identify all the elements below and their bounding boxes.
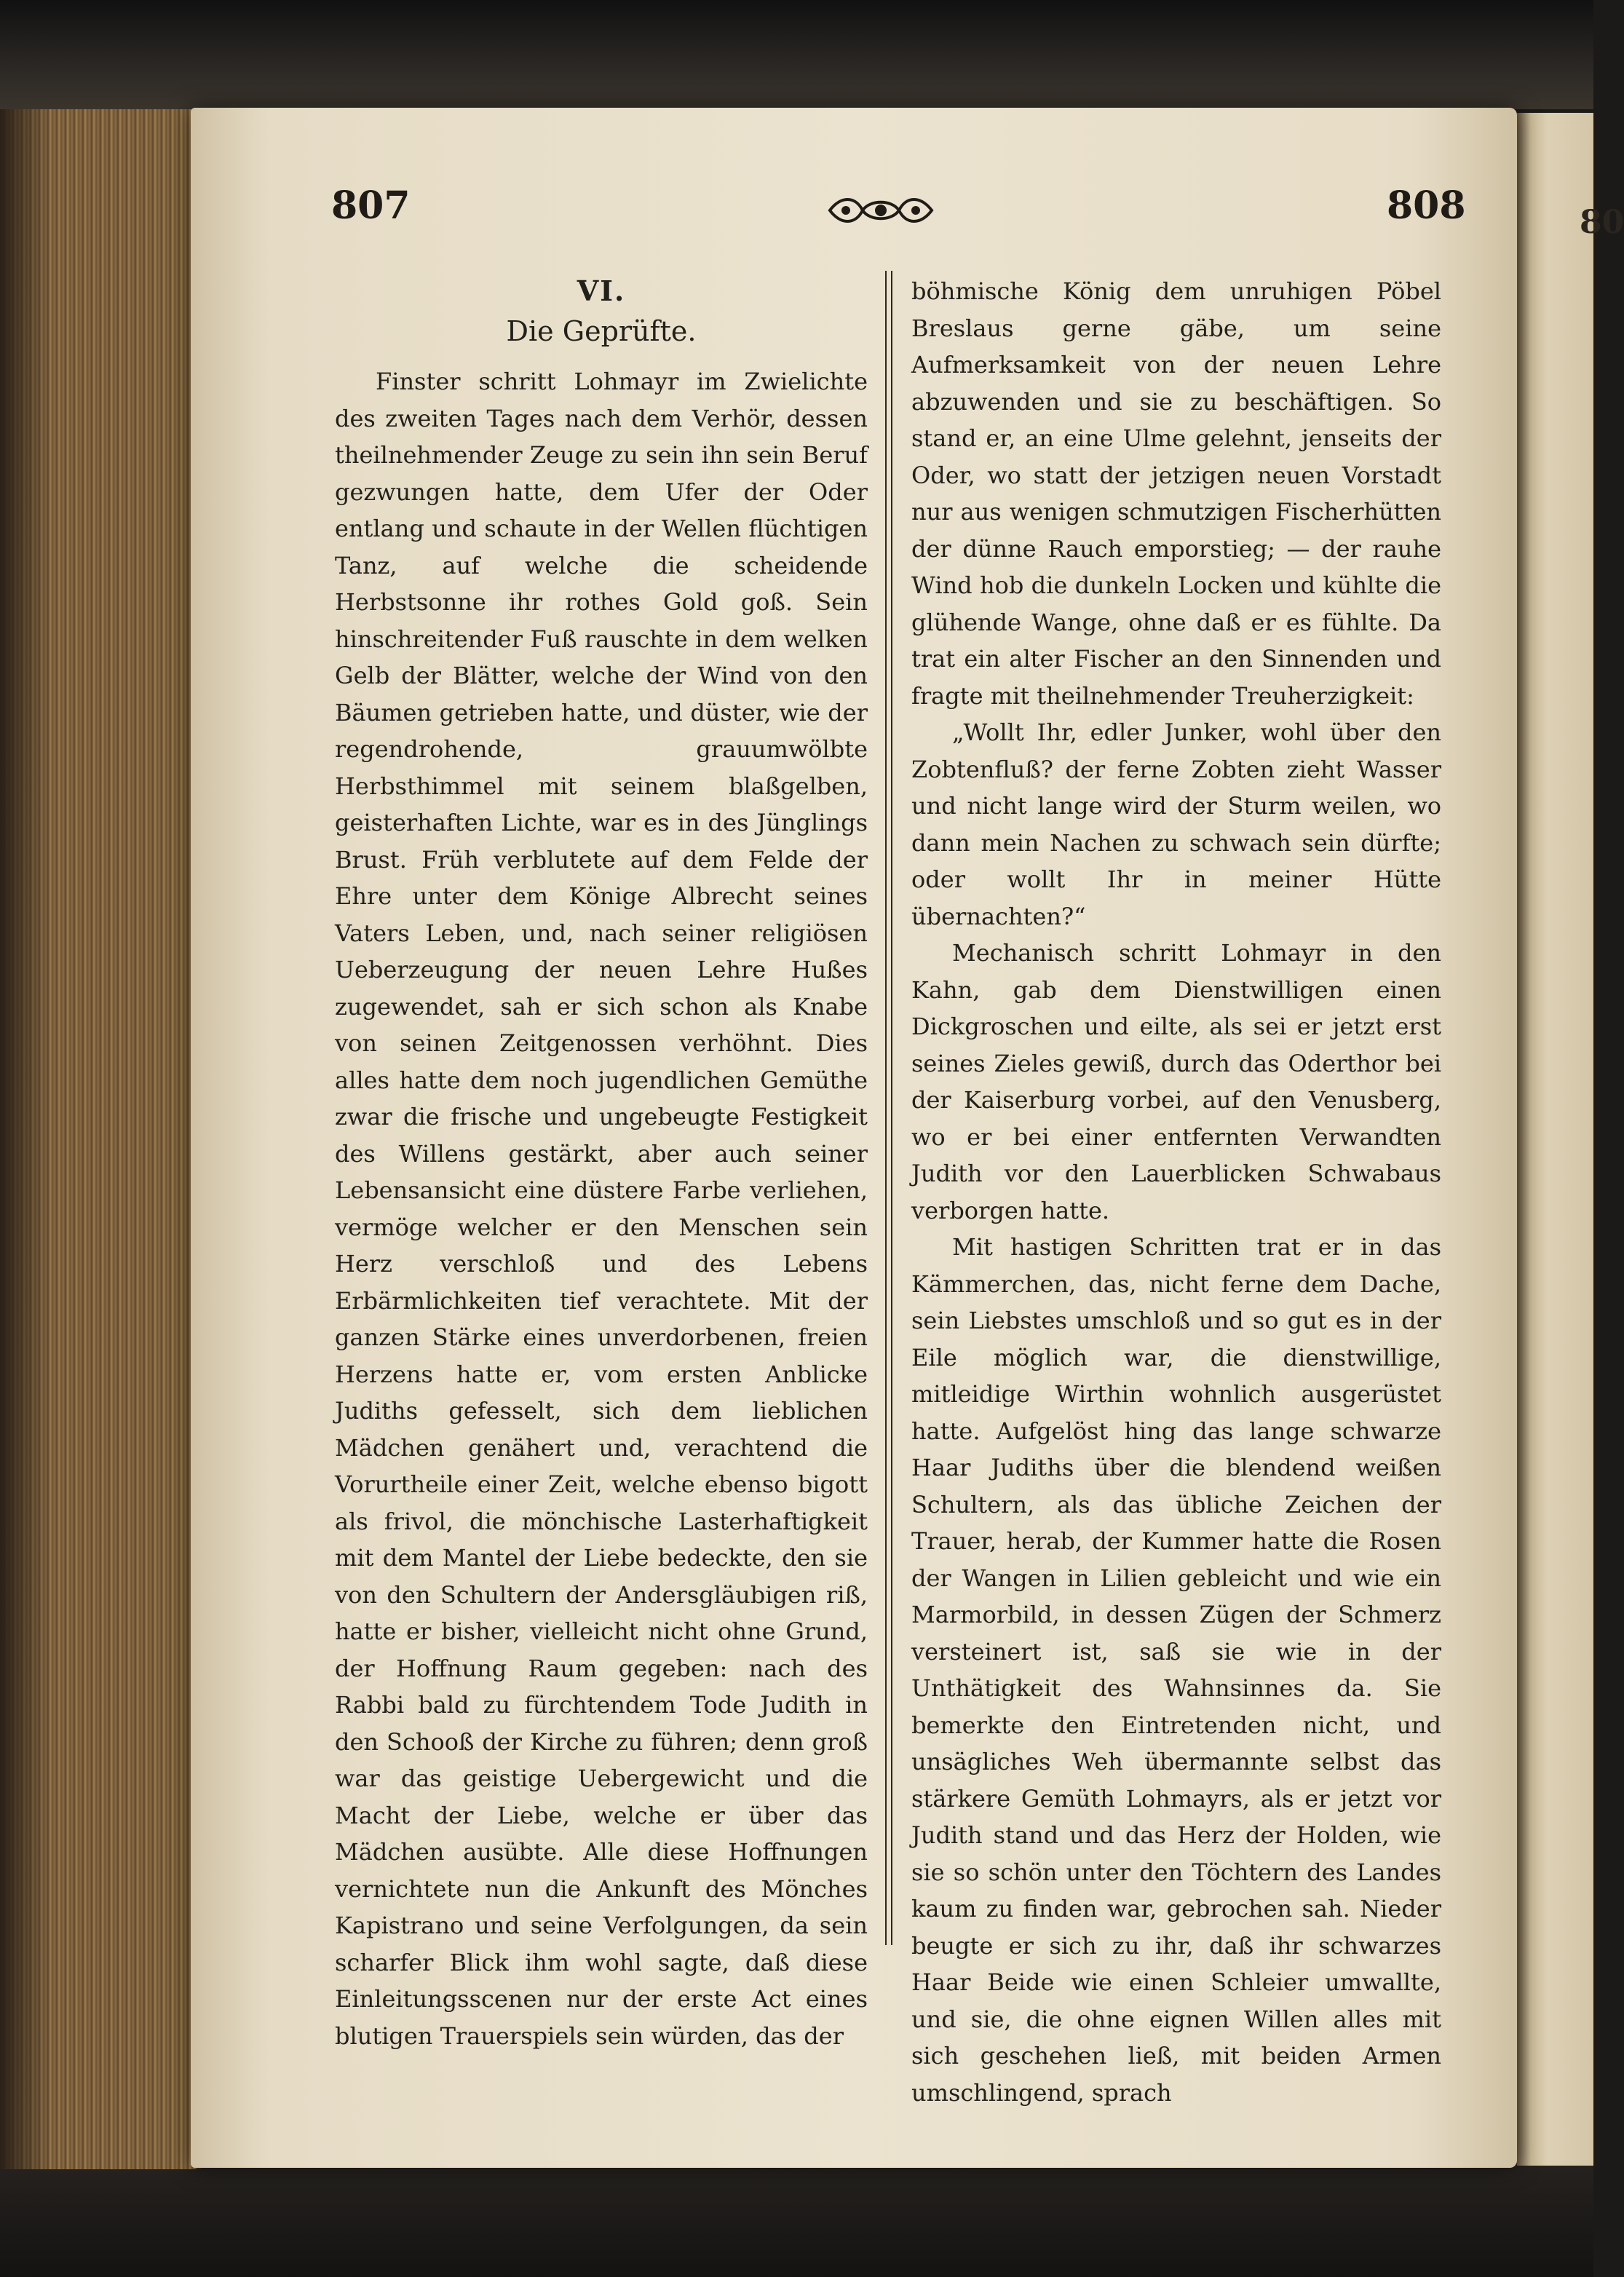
adjacent-page [1517, 113, 1593, 2166]
background-top [0, 0, 1593, 109]
paragraph: „Wollt Ihr, edler Junker, wohl über den Zobtenfluß? der ferne Zobten zieht Wasser und nicht lange wird der Sturm weilen, wo dann mein Nachen zu schwach sein dürfte; oder wollt Ihr in meiner Hütte übernachten?“ [911, 718, 1441, 930]
chapter-title: Die Geprüfte. [506, 315, 697, 347]
paragraph: böhmische König dem unruhigen Pöbel Breslaus gerne gäbe, um seine Aufmerksamkeit von der neuen Lehre abzuwenden und sie zu beschäftigen. So stand er, an eine Ulme gelehnt, jenseits der Oder, wo statt der jetzigen neuen Vorstadt nur aus wenigen schmutzigen Fischerhütten der dünne Rauch emporstieg; — der rauhe Wind hob die dunkeln Locken und kühlte die glühende Wange, ohne daß er es fühlte. Da trat ein alter Fischer an den Sinnenden und fragte mit theilnehmender Treuherzigkeit: [911, 277, 1441, 710]
page-number-left: 807 [331, 183, 411, 228]
header-ornament-icon [823, 192, 939, 229]
chapter-number: VI. [577, 274, 626, 307]
page-number-right: 808 [1387, 183, 1466, 228]
text-column-right [911, 273, 1441, 2111]
paragraph: Mit hastigen Schritten trat er in das Kämmerchen, das, nicht ferne dem Dache, sein Liebstes umschloß und so gut es in der Eile möglich war, die dienstwillige, mitleidige Wirthin wohnlich ausgerüstet hatte. Aufgelöst hing das lange schwarze Haar Judiths über die blendend weißen Schultern, als das übliche Zeichen der Trauer, herab, der Kummer hatte die Rosen der Wangen in Lilien gebleicht und wie ein Marmorbild, in dessen Zügen der Schmerz versteinert ist, saß sie wie in der Unthätigkeit des Wahnsinnes da. Sie bemerkte den Eintretenden nicht, und unsägliches Weh übermannte selbst das stärkere Gemüth Lohmayrs, als er jetzt vor Judith stand und das Herz der Holden, wie sie so schön unter den Töchtern des Landes kaum zu finden war, gebrochen sah. Nieder beugte er sich zu ihr, daß ihr schwarzes Haar Beide wie einen Schleier umwallte, und sie, die ohne eignen Willen alles mit sich geschehen ließ, mit beiden Armen umschlingend, sprach [911, 1233, 1441, 2107]
text-column-left [335, 273, 868, 2054]
page-edges-shadow [0, 109, 51, 2169]
adjacent-page-number: 80 [1580, 204, 1624, 241]
paragraph: Mechanisch schritt Lohmayr in den Kahn, gab dem Dienstwilligen einen Dickgroschen und eilte, als sei er jetzt erst seines Zieles gewiß, durch das Oderthor bei der Kaiserburg vorbei, auf den Venusberg, wo er bei einer entfernten Verwandten Judith vor den Lauerblicken Schwabaus verborgen hatte. [911, 939, 1441, 1224]
paragraph: Finster schritt Lohmayr im Zwielichte des zweiten Tages nach dem Verhör, dessen theilnehmender Zeuge zu sein ihn sein Beruf gezwungen hatte, dem Ufer der Oder entlang und schaute in der Wellen flüchtigen Tanz, auf welche die scheidende Herbstsonne ihr rothes Gold goß. Sein hinschreitender Fuß rauschte in dem welken Gelb der Blätter, welche der Wind von den Bäumen getrieben hatte, und düster, wie der regendrohende, grauumwölbte Herbsthimmel mit seinem blaßgelben, geisterhaften Lichte, war es in des Jünglings Brust. Früh verblutete auf dem Felde der Ehre unter dem Könige Albrecht seines Vaters Leben, und, nach seiner religiösen Ueberzeugung der neuen Lehre Hußes zugewendet, sah er sich schon als Knabe von seinen Zeitgenossen verhöhnt. Dies alles hatte dem noch jugendlichen Gemüthe zwar die frische und ungebeugte Festigkeit des Willens gestärkt, aber auch seiner Lebensansicht eine düstere Farbe verliehen, vermöge welcher er den Menschen sein Herz verschloß und des Lebens Erbärmlichkeiten tief verachtete. Mit der ganzen Stärke eines unverdorbenen, freien Herzens hatte er, vom ersten Anblicke Judiths gefesselt, sich dem lieblichen Mädchen genähert und, verachtend die Vorurtheile einer Zeit, welche ebenso bigott als frivol, die mönchische Lasterhaftigkeit mit dem Mantel der Liebe bedeckte, den sie von den Schultern der Andersgläubigen riß, hatte er bisher, vielleicht nicht ohne Grund, der Hoffnung Raum gegeben: nach des Rabbi bald zu fürchtendem Tode Judith in den Schooß der Kirche zu führen; denn groß war das geistige Uebergewicht und die Macht der Liebe, welche er über das Mädchen ausübte. Alle diese Hoffnungen vernichtete nun die Ankunft des Mönches Kapistrano und seine Verfolgungen, da sein scharfer Blick ihm wohl sagte, daß diese Einleitungsscenen nur der erste Act eines blutigen Trauerspiels sein würden, das der [335, 368, 868, 2050]
column-divider [885, 271, 892, 1945]
